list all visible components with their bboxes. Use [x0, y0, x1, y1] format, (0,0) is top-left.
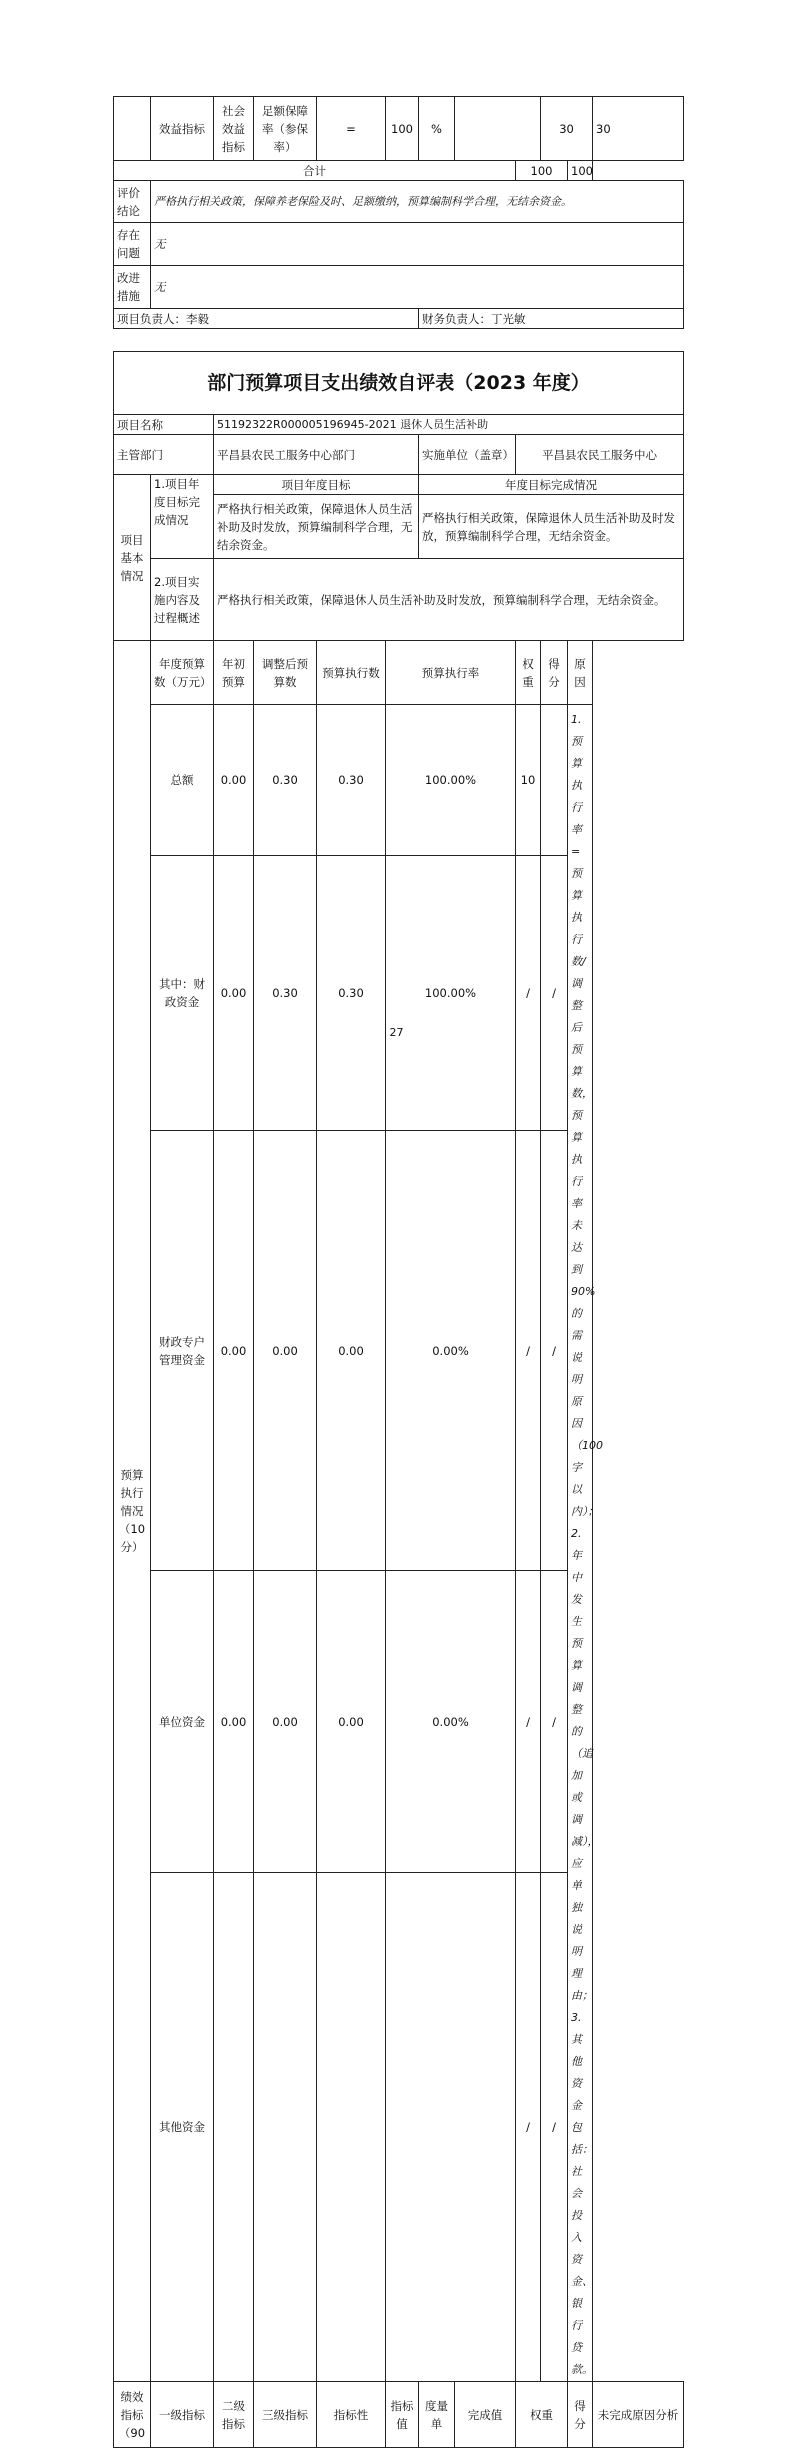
project-name-label: 项目名称	[114, 415, 214, 435]
perf-header-unit: 度量单	[419, 2382, 455, 2448]
budget-rate: 100.00%	[386, 705, 516, 856]
total-weight: 100	[516, 161, 568, 181]
improve-label: 改进措施	[114, 266, 151, 309]
project-name-row	[114, 415, 684, 435]
budget-rate: 100.00%	[386, 856, 516, 1131]
blank-cell	[114, 97, 151, 161]
budget-row-name: 财政专户管理资金	[151, 1131, 214, 1571]
budget-exec-label: 预算执行情况（10分）	[114, 641, 151, 2382]
perf-header-score: 得分	[568, 2382, 593, 2448]
project-leader: 项目负责人：李毅	[114, 309, 419, 329]
dept-label: 主管部门	[114, 435, 214, 475]
indicator-score: 30	[593, 97, 684, 161]
budget-weight: /	[516, 1570, 541, 1872]
budget-row-name: 总额	[151, 705, 214, 856]
title-row	[114, 352, 684, 415]
basic-info-label: 项目基本情况	[114, 475, 151, 641]
dept-value: 平昌县农民工服务中心部门	[214, 435, 419, 475]
finance-leader: 财务负责人：丁光敏	[419, 309, 684, 329]
conclusion-label: 评价结论	[114, 181, 151, 223]
perf-header-value: 指标值	[386, 2382, 419, 2448]
goal-header-row	[114, 475, 684, 495]
level3-indicator: 足额保障率（参保率）	[254, 97, 317, 161]
budget-initial: 0.00	[214, 705, 254, 856]
conclusion-text: 严格执行相关政策，保障养老保险及时、足额缴纳，预算编制科学合理，无结余资金。	[151, 181, 684, 223]
indicator-row	[114, 97, 684, 161]
budget-adjusted: 0.00	[254, 1131, 317, 1571]
budget-reason-note: 1.预算执行率=预算执行数/调整后预算数，预算执行率未达到90%的需说明原因（100字以内）；2.年中发生预算调整的（追加或调减），应单独说明理由；3.其他资金包括：社会投入资金、银行贷款。	[568, 705, 593, 2382]
budget-weight: 10	[516, 705, 541, 856]
budget-score: /	[541, 856, 568, 1131]
signature-row	[114, 309, 684, 329]
impl-row	[114, 559, 684, 641]
impl-label: 2.项目实施内容及过程概述	[151, 559, 214, 641]
budget-initial: 0.00	[214, 1570, 254, 1872]
perf-header-reason: 未完成原因分析	[593, 2382, 684, 2448]
budget-row-name: 其中：财政资金	[151, 856, 214, 1131]
budget-weight: /	[516, 1873, 541, 2382]
budget-executed: 0.30	[317, 705, 386, 856]
conclusion-row	[114, 181, 684, 223]
done-text: 严格执行相关政策，保障退休人员生活补助及时发放，预算编制科学合理，无结余资金。	[419, 495, 684, 559]
level1-indicator: 效益指标	[151, 97, 214, 161]
problems-text: 无	[151, 223, 684, 266]
budget-row	[114, 1873, 684, 2382]
budget-adjusted: 0.00	[254, 1570, 317, 1872]
budget-header-weight: 权重	[516, 641, 541, 705]
budget-weight: /	[516, 1131, 541, 1571]
level2-indicator: 社会效益指标	[214, 97, 254, 161]
budget-row-name: 单位资金	[151, 1570, 214, 1872]
unit-value: 平昌县农民工服务中心	[516, 435, 684, 475]
budget-header-executed: 预算执行数	[317, 641, 386, 705]
total-row	[114, 161, 684, 181]
perf-header-property: 指标性	[317, 2382, 386, 2448]
budget-rate	[386, 1873, 516, 2382]
perf-header-level2: 二级指标	[214, 2382, 254, 2448]
completed-value	[455, 97, 541, 161]
page-number: 27	[389, 1026, 404, 1039]
budget-row	[114, 856, 684, 1131]
budget-header-rate: 预算执行率	[386, 641, 516, 705]
budget-row	[114, 705, 684, 856]
self-evaluation-form	[113, 351, 684, 2448]
total-score: 100	[568, 161, 593, 181]
budget-score: /	[541, 1570, 568, 1872]
budget-header-reason: 原因	[568, 641, 593, 705]
budget-executed: 0.30	[317, 856, 386, 1131]
budget-header-score: 得分	[541, 641, 568, 705]
goal-text: 严格执行相关政策，保障退休人员生活补助及时发放，预算编制科学合理，无结余资金。	[214, 495, 419, 559]
budget-score: /	[541, 1131, 568, 1571]
budget-executed: 0.00	[317, 1131, 386, 1571]
form-title: 部门预算项目支出绩效自评表（2023 年度）	[114, 352, 684, 415]
problems-label: 存在问题	[114, 223, 151, 266]
perf-header-level1: 一级指标	[151, 2382, 214, 2448]
impl-text: 严格执行相关政策，保障退休人员生活补助及时发放，预算编制科学合理，无结余资金。	[214, 559, 684, 641]
unit-label: 实施单位（盖章）	[419, 435, 516, 475]
improve-row	[114, 266, 684, 309]
budget-initial	[214, 1873, 254, 2382]
budget-score	[541, 705, 568, 856]
indicator-weight: 30	[541, 97, 593, 161]
budget-executed	[317, 1873, 386, 2382]
budget-weight: /	[516, 856, 541, 1131]
budget-executed: 0.00	[317, 1570, 386, 1872]
goal-label: 1.项目年度目标完成情况	[151, 475, 214, 559]
budget-row-name: 其他资金	[151, 1873, 214, 2382]
budget-adjusted: 0.30	[254, 705, 317, 856]
improve-text: 无	[151, 266, 684, 309]
perf-label: 绩效指标（90	[114, 2382, 151, 2448]
indicator-unit: %	[419, 97, 455, 161]
department-row	[114, 435, 684, 475]
indicator-property: =	[317, 97, 386, 161]
budget-header-year: 年度预算数（万元）	[151, 641, 214, 705]
performance-table-continued	[113, 96, 684, 329]
total-label: 合计	[114, 161, 516, 181]
budget-adjusted: 0.30	[254, 856, 317, 1131]
budget-initial: 0.00	[214, 1131, 254, 1571]
budget-row	[114, 1570, 684, 1872]
budget-rate: 0.00%	[386, 1131, 516, 1571]
project-name-value: 51192322R000005196945-2021 退休人员生活补助	[214, 415, 684, 435]
perf-header-weight: 权重	[516, 2382, 568, 2448]
budget-initial: 0.00	[214, 856, 254, 1131]
budget-score: /	[541, 1873, 568, 2382]
perf-header-completed: 完成值	[455, 2382, 516, 2448]
done-header: 年度目标完成情况	[419, 475, 684, 495]
budget-header-row	[114, 641, 684, 705]
budget-rate: 0.00%	[386, 1570, 516, 1872]
perf-header-level3: 三级指标	[254, 2382, 317, 2448]
budget-adjusted	[254, 1873, 317, 2382]
problems-row	[114, 223, 684, 266]
perf-header-row	[114, 2382, 684, 2448]
indicator-value: 100	[386, 97, 419, 161]
budget-header-initial: 年初预算	[214, 641, 254, 705]
budget-header-adjusted: 调整后预算数	[254, 641, 317, 705]
goal-header: 项目年度目标	[214, 475, 419, 495]
